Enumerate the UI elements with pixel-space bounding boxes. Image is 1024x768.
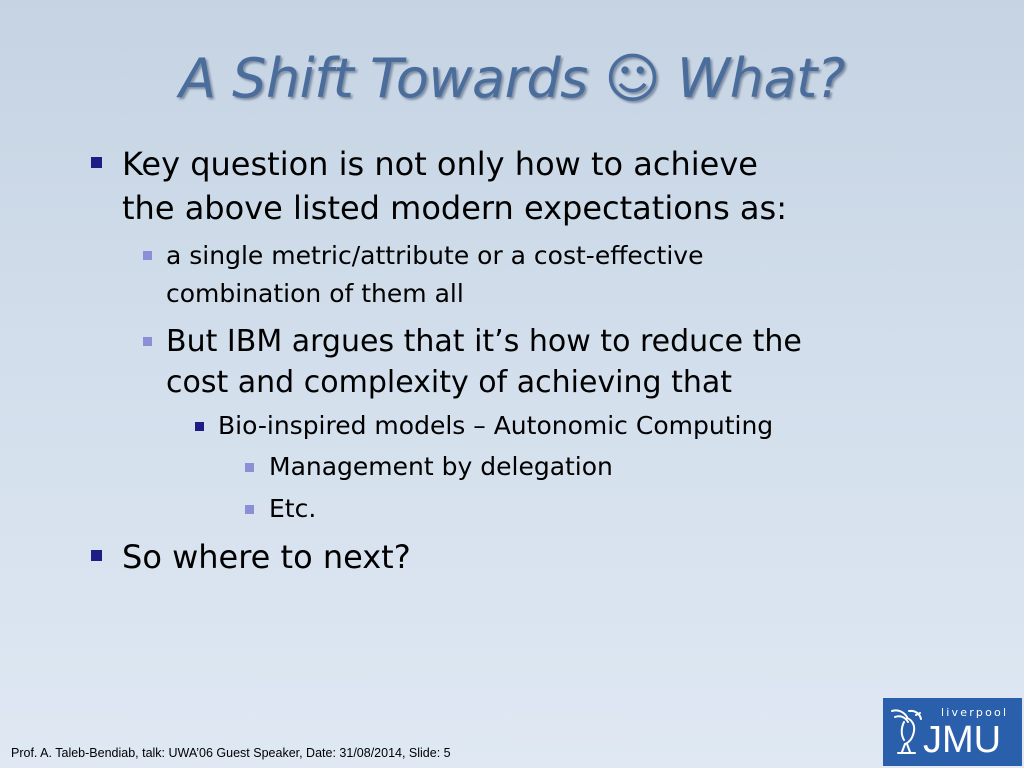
bullet-text: So where to next? xyxy=(122,538,411,576)
liver-bird-icon xyxy=(889,706,923,758)
square-bullet-icon xyxy=(245,463,254,472)
bullet-item xyxy=(91,535,411,579)
bullet-item xyxy=(143,237,703,313)
bullet-text: Etc. xyxy=(269,494,317,523)
bullet-text: Management by delegation xyxy=(269,452,613,481)
bullet-item xyxy=(143,321,802,403)
square-bullet-icon xyxy=(91,157,102,168)
bullet-item xyxy=(245,450,613,484)
square-bullet-icon xyxy=(143,337,152,346)
logo-subtitle: liverpool xyxy=(941,706,1009,719)
square-bullet-icon xyxy=(245,505,254,514)
square-bullet-icon xyxy=(195,422,204,431)
logo-wordmark: JMU xyxy=(923,719,1002,761)
bullet-text: But IBM argues that it’s how to reduce the cost and complexity of achieving that xyxy=(166,324,802,400)
bullet-text: Bio-inspired models – Autonomic Computing xyxy=(218,411,774,440)
bullet-item xyxy=(91,142,787,230)
slide-footer: Prof. A. Taleb-Bendiab, talk: UWA’06 Guest Speaker, Date: 31/08/2014, Slide: 5 xyxy=(11,746,451,760)
square-bullet-icon xyxy=(91,550,102,561)
bullet-item xyxy=(195,409,773,443)
bullet-item xyxy=(245,492,316,526)
ljmu-logo xyxy=(883,698,1022,766)
bullet-text: Key question is not only how to achieve the above listed modern expectations as: xyxy=(122,145,787,227)
bullet-text: a single metric/attribute or a cost-effective combination of them all xyxy=(166,241,704,308)
slide-title: A Shift Towards ☺ What? xyxy=(179,47,845,110)
square-bullet-icon xyxy=(143,251,152,260)
